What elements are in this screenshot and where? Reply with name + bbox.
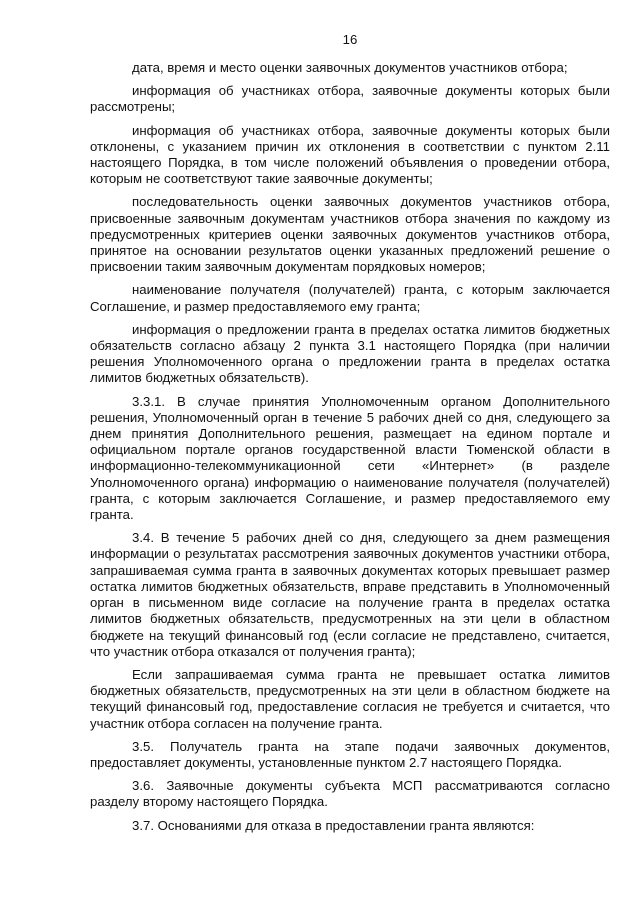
document-body xyxy=(90,60,610,841)
page-number: 16 xyxy=(342,32,358,47)
paragraph-evaluation-sequence: последовательность оценки заявочных документов участников отбора, присвоенные заявочным документам участников отбора значения по каждому из предусмотренных критериев оценки заявочных документов участников отбора, принятое на основании результатов оценки указанных предложений решение о присвоении таким заявочным документам порядковых номеров; xyxy=(90,194,610,275)
paragraph-grant-recipient: наименование получателя (получателей) гранта, с которым заключается Соглашение, и размер предоставляемого ему гранта; xyxy=(90,282,610,314)
paragraph-3-3-1: 3.3.1. В случае принятия Уполномоченным органом Дополнительного решения, Уполномоченный орган в течение 5 рабочих дней со дня, следующего за днем принятия Дополнительного решения, размещает на едином портале и официальном портале органов государственной власти Тюменской области в информационно-телекоммуникационной сети «Интернет» (в разделе Уполномоченного органа) информацию о наименование получателя (получателей) гранта, с которым заключается Соглашение, и размер предоставляемого ему гранта. xyxy=(90,393,610,523)
paragraph-grant-offer: информация о предложении гранта в пределах остатка лимитов бюджетных обязательств согласно абзацу 2 пункта 3.1 настоящего Порядка (при наличии решения Уполномоченного органа о предложении гранта в пределах остатка лимитов бюджетных обязательств). xyxy=(90,321,610,386)
paragraph-3-5: 3.5. Получатель гранта на этапе подачи заявочных документов, предоставляет документы, установленные пунктом 2.7 настоящего Порядка. xyxy=(90,738,610,770)
paragraph-consent-not-required: Если запрашиваемая сумма гранта не превышает остатка лимитов бюджетных обязательств, предусмотренных на эти цели в областном бюджете на текущий финансовый год, предоставление согласия не требуется и считается, что участник отбора согласен на получение гранта. xyxy=(90,666,610,731)
paragraph-evaluation-date: дата, время и место оценки заявочных документов участников отбора; xyxy=(132,60,568,75)
paragraph-3-7: 3.7. Основаниями для отказа в предоставлении гранта являются: xyxy=(132,817,535,833)
paragraph-considered-participants: информация об участниках отбора, заявочные документы которых были рассмотрены; xyxy=(90,83,610,115)
paragraph-rejected-participants: информация об участниках отбора, заявочные документы которых были отклонены, с указанием причин их отклонения в соответствии с пунктом 2.11 настоящего Порядка, в том числе положений объявления о проведении отбора, которым не соответствуют такие заявочные документы; xyxy=(90,122,610,187)
paragraph-3-4: 3.4. В течение 5 рабочих дней со дня, следующего за днем размещения информации о результатах рассмотрения заявочных документов участники отбора, запрашиваемая сумма гранта в заявочных документах которых превышает размер остатка лимитов бюджетных обязательств, вправе представить в Уполномоченный орган в письменном виде согласие на получение гранта в пределах остатка лимитов бюджетных обязательств, предусмотренных на эти цели в областном бюджете на текущий финансовый год (если согласие не представлено, считается, что участник отбора отказался от получения гранта); xyxy=(90,530,610,659)
paragraph-3-6: 3.6. Заявочные документы субъекта МСП рассматриваются согласно разделу второму настоящего Порядка. xyxy=(90,778,610,810)
